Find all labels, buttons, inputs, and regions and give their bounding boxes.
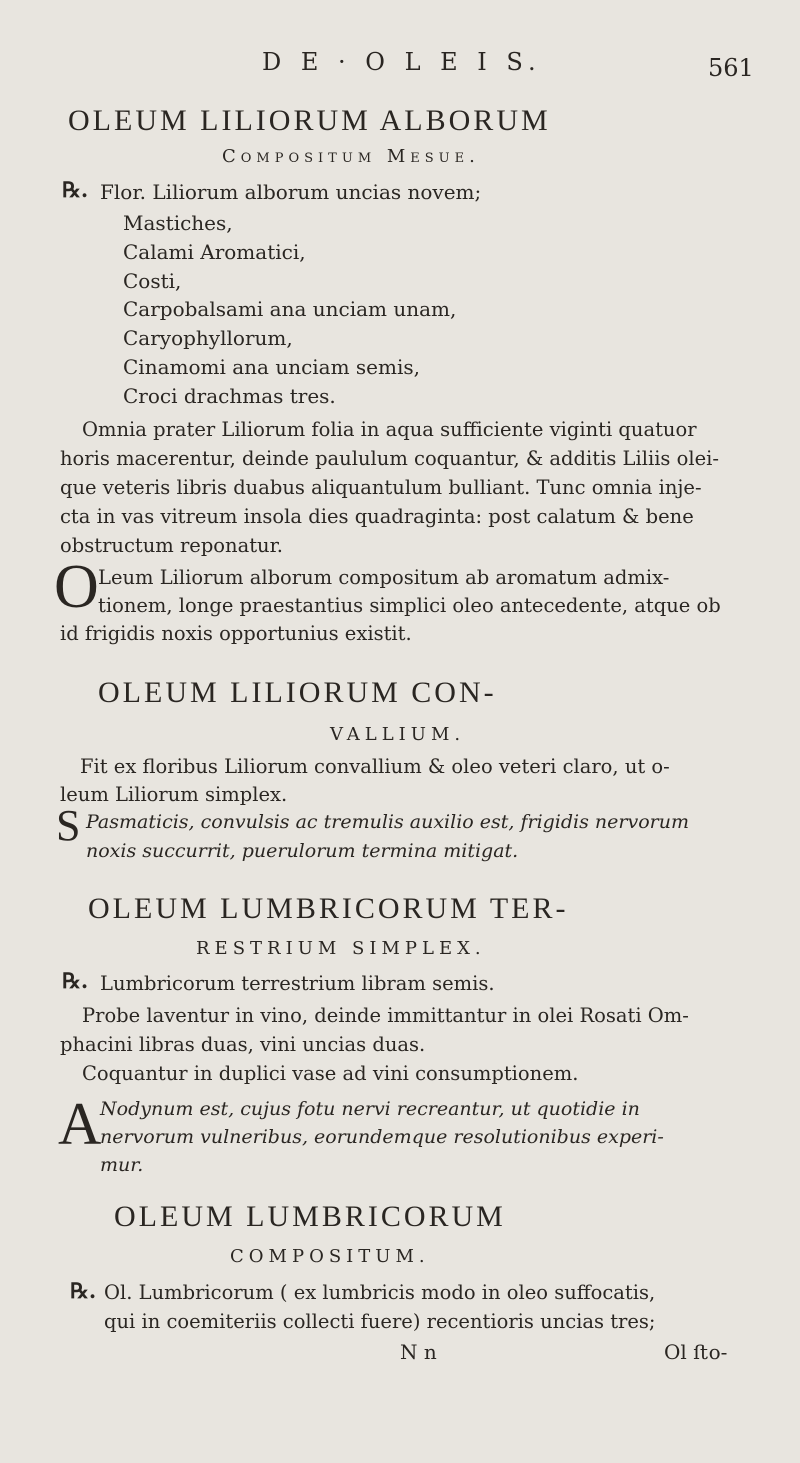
section-title: OLEUM LUMBRICORUM TER- <box>88 892 569 925</box>
method-line: phacini libras duas, vini uncias duas. <box>60 1033 426 1056</box>
method-line: cta in vas vitreum insola dies quadraginta: post calatum & bene <box>60 505 694 528</box>
recipe-symbol: ℞. <box>62 968 89 993</box>
running-head: D E · O L E I S. <box>262 48 542 76</box>
note-line: Leum Liliorum alborum compositum ab aromatum admix- <box>98 566 670 589</box>
ingredient-line: Calami Aromatici, <box>123 240 306 264</box>
ingredient-line: Ol. Lumbricorum ( ex lumbricis modo in oleo suffocatis, <box>104 1281 656 1304</box>
ingredient-line: Costi, <box>123 269 182 293</box>
method-line: obstructum reponatur. <box>60 534 283 557</box>
ingredient-line: Carpobalsami ana unciam unam, <box>123 297 457 321</box>
method-line: Fit ex floribus Liliorum convallium & oleo veteri claro, ut o- <box>80 755 670 778</box>
section-subtitle: VALLIUM. <box>330 724 466 745</box>
method-line: Omnia prater Liliorum folia in aqua sufficiente viginti quatuor <box>82 418 697 441</box>
section-title: OLEUM LILIORUM ALBORUM <box>68 104 551 137</box>
ingredient-line: Croci drachmas tres. <box>123 384 336 408</box>
ingredient-line: Cinamomi ana unciam semis, <box>123 355 421 379</box>
method-line: que veteris libris duabus aliquantulum bulliant. Tunc omnia inje- <box>60 476 702 499</box>
catchword: Ol ﬅo- <box>664 1340 728 1364</box>
recipe-symbol: ℞. <box>70 1278 97 1303</box>
method-line: leum Liliorum simplex. <box>60 783 288 806</box>
section-title: OLEUM LUMBRICORUM <box>114 1200 506 1233</box>
method-line: horis macerentur, deinde paululum coquantur, & additis Liliis olei- <box>60 447 719 470</box>
section-subtitle: COMPOSITUM. <box>230 1246 430 1267</box>
note-line: id frigidis noxis opportunius existit. <box>60 622 412 645</box>
note-line: nervorum vulneribus, eorundemque resolutionibus experi- <box>100 1126 664 1148</box>
note-line: noxis succurrit, puerulorum termina mitigat. <box>86 840 519 862</box>
note-line: Pasmaticis, convulsis ac tremulis auxilio est, frigidis nervorum <box>86 811 689 833</box>
section-subtitle: RESTRIUM SIMPLEX. <box>196 938 486 959</box>
section-subtitle: Compositum Mesue. <box>222 146 480 167</box>
note-line: tionem, longe praestantius simplici oleo antecedente, atque ob <box>98 594 721 617</box>
ingredient-line: Mastiches, <box>123 211 233 235</box>
ingredient-line: qui in coemiteriis collecti fuere) recentioris uncias tres; <box>104 1310 656 1333</box>
note-line: mur. <box>100 1154 144 1176</box>
drop-capital: O <box>54 553 99 621</box>
page-number: 561 <box>708 54 754 82</box>
note-line: Nodynum est, cujus fotu nervi recreantur, ut quotidie in <box>100 1098 640 1120</box>
drop-capital: S <box>56 801 81 850</box>
recipe-symbol: ℞. <box>62 177 89 202</box>
section-title: OLEUM LILIORUM CON- <box>98 676 497 709</box>
ingredient-line: Caryophyllorum, <box>123 326 293 350</box>
ingredient-line: Lumbricorum terrestrium libram semis. <box>100 972 495 995</box>
method-line: Coquantur in duplici vase ad vini consumptionem. <box>82 1062 579 1085</box>
ingredient-line: Flor. Liliorum alborum uncias novem; <box>100 180 482 204</box>
drop-capital: A <box>58 1091 102 1157</box>
method-line: Probe laventur in vino, deinde immittantur in olei Rosati Om- <box>82 1004 689 1027</box>
signature-mark: N n <box>400 1340 437 1364</box>
